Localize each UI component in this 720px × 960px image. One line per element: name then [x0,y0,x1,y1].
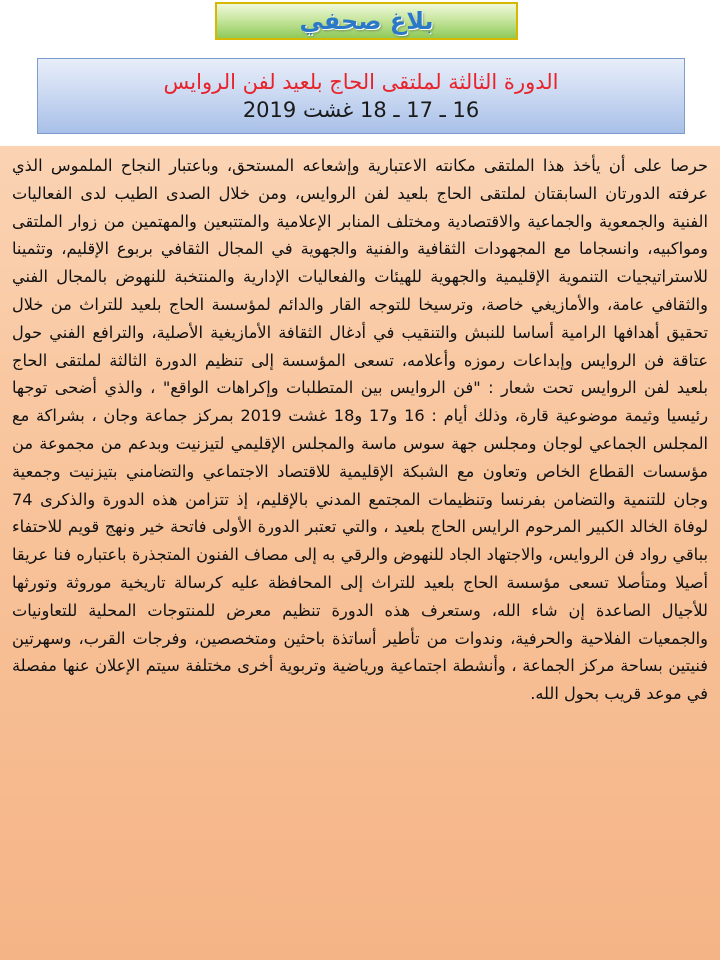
event-dates: 16 ـ 17 ـ 18 غشت 2019 [242,98,480,122]
event-name: الدورة الثالثة لملتقى الحاج بلعيد لفن الروايس [163,70,559,94]
page-title: بلاغ صحفي [299,7,434,35]
body-paragraph: حرصا على أن يأخذ هذا الملتقى مكانته الاعتبارية وإشعاعه المستحق، وباعتبار النجاح الملموس الذي عرفته الدورتان السابقتان لملتقى الحاج بلعيد لفن الروايس، ومن خلال الصدى الطيب لدى الفعاليات الفنية والجمعوية والجماعية والاقتصادية ومختلف المنابر الإعلامية والمتتبعين والمهتمين من زوار الملتقى ومواكبيه، وانسجاما مع المجهودات الثقافية والفنية والجهوية في المجال الثقافي بربوع الإقليم، وتثمينا للاستراتيجيات التنموية الإقليمية والجهوية للهيئات والفعاليات الإدارية والمنتخبة للنهوض بالمجال الفني والثقافي عامة، والأمازيغي خاصة، وترسيخا للتوجه القار والدائم لمؤسسة الحاج بلعيد للتراث من خلال تحقيق أهدافها الرامية أساسا للنبش والتنقيب في أدغال الثقافة الأمازيغية الأصلية، والترافع الفني حول عتاقة فن الروايس وإبداعات رموزه وأعلامه، تسعى المؤسسة إلى تنظيم الدورة الثالثة لملتقى الحاج بلعيد لفن الروايس تحت شعار : "فن الروايس بين المتطلبات وإكراهات الواقع" ، والذي أضحى توجها رئيسيا وثيمة موضوعية قارة، وذلك أيام : 16 و17 و18 غشت 2019 بمركز جماعة وجان ، بشراكة مع المجلس الجماعي لوجان ومجلس جهة سوس ماسة والمجلس الإقليمي لتيزنيت وبدعم من مجموعة من مؤسسات القطاع الخاص وتعاون مع الشبكة الإقليمية للاقتصاد الاجتماعي والتضامني بتيزنيت وجمعية وجان للتنمية والتضامن بفرنسا وتنظيمات المجتمع المدني بالإقليم، إذ تتزامن هذه الدورة والذكرى 74 لوفاة الخالد الكبير المرحوم الرايس الحاج بلعيد ، والتي تعتبر الدورة الأولى فاتحة خير ونهج قويم للاحتفاء بباقي رواد فن الروايس، والاجتهاد الجاد للنهوض والرقي به إلى مصاف الفنون المتجذرة باعتباره فنا عريقا أصيلا ومتأصلا تسعى مؤسسة الحاج بلعيد للتراث إلى المحافظة عليه كرسالة تاريخية موروثة وتورثها للأجيال الصاعدة إن شاء الله، وستعرف هذه الدورة تنظيم معرض للمنتوجات المحلية للتعاونيات والجمعيات الفلاحية والحرفية، وندوات من تأطير أساتذة باحثين ومتخصصين، وفرجات القرب، وسهرتين فنيتين بساحة مركز الجماعة ، وأنشطة اجتماعية ورياضية وتربوية أخرى مختلفة سيتم الإعلان عنها مفصلة في موعد قريب بحول الله. [12,156,709,704]
event-banner [37,58,685,134]
press-release-body [0,146,720,960]
title-banner [215,2,518,40]
